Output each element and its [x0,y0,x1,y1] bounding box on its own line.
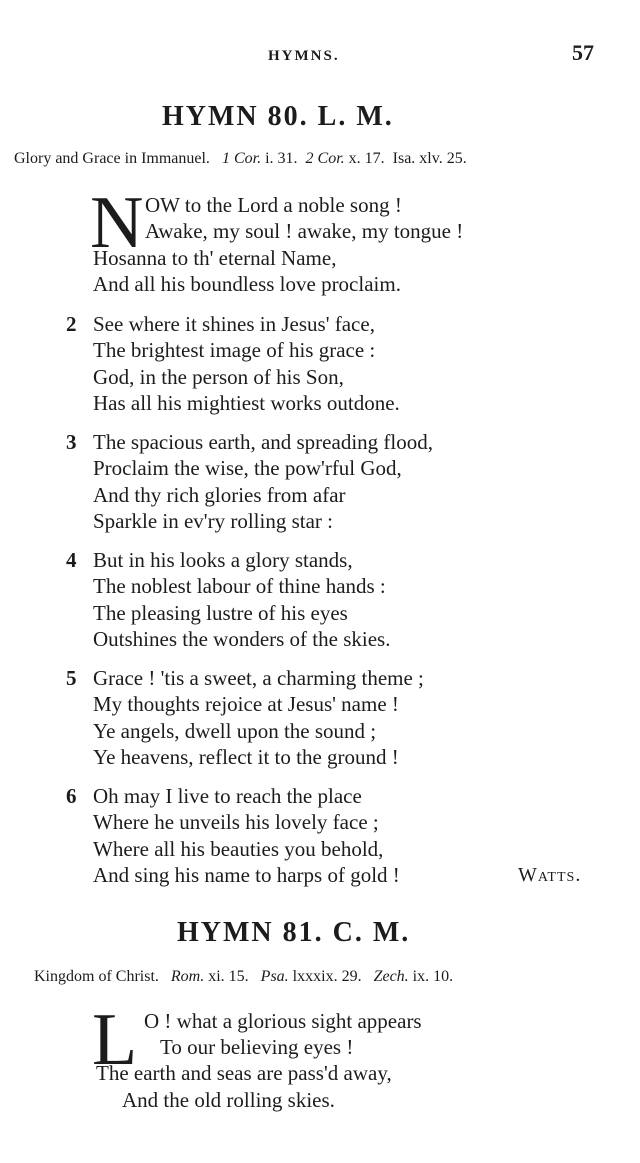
hymn-80-subtitle [14,150,467,168]
verse-line: Has all his mightiest works outdone. [93,391,400,415]
verse-line: Where all his beauties you behold, [93,837,384,861]
scripture-ref: Zech. ix. 10. [373,968,454,985]
verse-line: Oh may I live to reach the place [93,784,362,808]
scripture-ref: 1 Cor. i. 31. [221,150,298,167]
verse-line: Sparkle in ev'ry rolling star : [93,509,333,533]
verse-line: The spacious earth, and spreading flood, [93,430,433,454]
drop-cap: N [90,182,144,264]
verse-line: Where he unveils his lovely face ; [93,810,379,834]
verse-line: Awake, my soul ! awake, my tongue ! [145,219,464,243]
verse-line: Outshines the wonders of the skies. [93,627,391,651]
verse-line: The noblest labour of thine hands : [93,574,386,598]
verse-line: Proclaim the wise, the pow'rful God, [93,456,402,480]
verse-line: To our believing eyes ! [160,1035,354,1059]
author-attribution: Watts. [518,864,582,886]
scripture-ref: 2 Cor. x. 17. [305,150,385,167]
verse-line: But in his looks a glory stands, [93,548,353,572]
verse-line: And sing his name to harps of gold ! [93,863,400,887]
stanza-number: 3 [66,430,77,454]
verse-line: O ! what a glorious sight appears [144,1009,422,1033]
stanza-number: 6 [66,784,77,808]
page-number: 57 [572,40,594,65]
hymn-80-title: HYMN 80. L. M. [162,101,394,132]
subtitle-theme: Kingdom of Christ. [34,968,159,985]
stanza-number: 5 [66,666,77,690]
verse-line: Ye heavens, reflect it to the ground ! [93,745,399,769]
scripture-ref: Isa. xlv. 25. [392,150,467,167]
verse-line: See where it shines in Jesus' face, [93,312,375,336]
hymn-81-subtitle [34,968,453,986]
drop-cap: L [92,999,138,1081]
verse-line: Ye angels, dwell upon the sound ; [93,719,377,743]
verse-line: God, in the person of his Son, [93,365,344,389]
verse-line: The earth and seas are pass'd away, [96,1061,392,1085]
verse-line: The brightest image of his grace : [93,338,376,362]
subtitle-theme: Glory and Grace in Immanuel. [14,150,210,167]
verse-line: And thy rich glories from afar [93,483,346,507]
verse-line: My thoughts rejoice at Jesus' name ! [93,692,399,716]
hymn-81-title: HYMN 81. C. M. [177,917,411,948]
stanza-number: 2 [66,312,77,336]
verse-line: Hosanna to th' eternal Name, [93,246,337,270]
verse-line: Grace ! 'tis a sweet, a charming theme ; [93,666,424,690]
scripture-ref: Rom. xi. 15. [170,968,249,985]
stanza-number: 4 [66,548,77,572]
verse-line: And the old rolling skies. [122,1088,335,1112]
verse-line: The pleasing lustre of his eyes [93,601,348,625]
running-head: HYMNS. [268,48,340,64]
scripture-ref: Psa. lxxxix. 29. [260,968,362,985]
verse-line: And all his boundless love proclaim. [93,272,401,296]
verse-line: OW to the Lord a noble song ! [145,193,402,217]
